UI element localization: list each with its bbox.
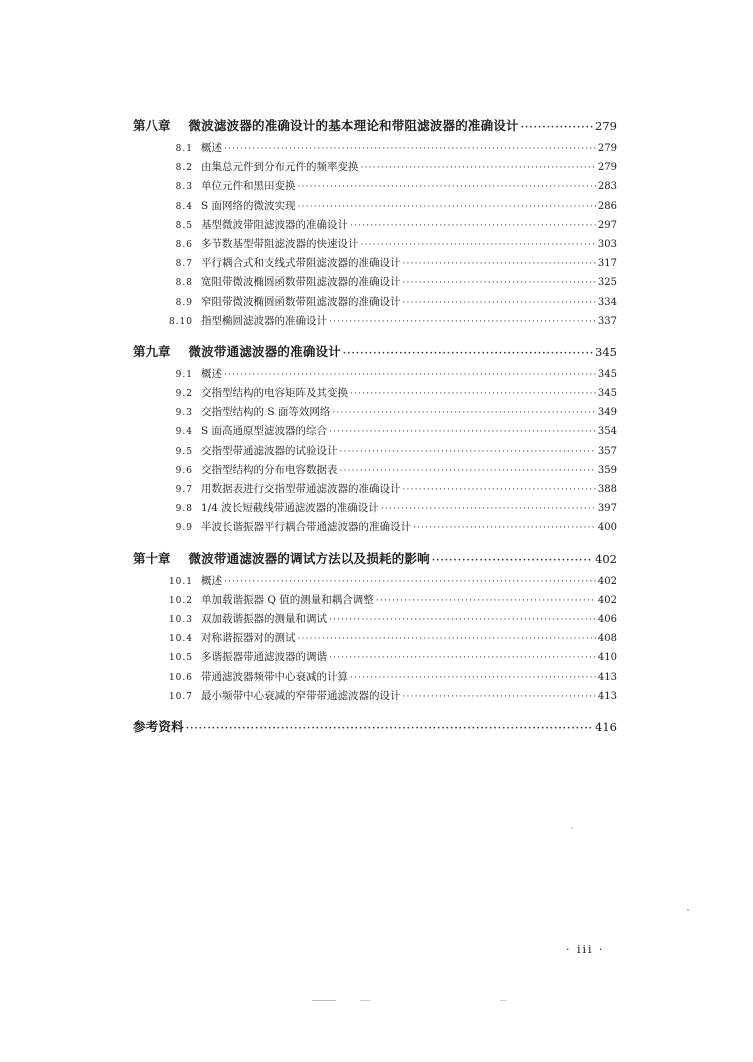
- toc-entry[interactable]: [133, 611, 617, 630]
- dot-leader: [381, 504, 596, 514]
- dot-leader: [340, 447, 596, 457]
- section-number: 10.3: [168, 614, 193, 625]
- dot-leader: [403, 692, 596, 702]
- dot-leader: [329, 615, 596, 625]
- toc-entry[interactable]: [133, 404, 617, 423]
- section-number: 8.2: [175, 163, 193, 174]
- section-title: 对称谐振器对的测试: [201, 632, 296, 645]
- toc-entry[interactable]: [133, 313, 617, 332]
- section-page: 334: [597, 296, 617, 308]
- dot-leader: [329, 653, 596, 663]
- section-page: 283: [597, 181, 617, 193]
- dot-leader: [521, 123, 593, 133]
- section-page: 345: [597, 368, 617, 380]
- toc-entry[interactable]: [133, 481, 617, 500]
- references-title: 参考资料: [133, 718, 184, 734]
- dot-leader: [376, 596, 596, 606]
- dot-leader: [298, 634, 596, 644]
- section-title: 宽阻带微波椭圆函数带阻滤波器的准确设计: [201, 276, 401, 289]
- section-title: 单位元件和黑田变换: [201, 180, 296, 193]
- section-page: 325: [597, 277, 617, 289]
- section-title: 交指型结构的分布电容数据表: [201, 463, 338, 476]
- toc-entry[interactable]: [133, 669, 617, 688]
- chapter-9-entry[interactable]: [133, 342, 617, 360]
- section-number: 8.6: [175, 239, 193, 250]
- dot-leader: [403, 485, 596, 495]
- section-title: 由集总元件到分布元件的频率变换: [201, 161, 359, 174]
- toc-entry[interactable]: [133, 294, 617, 313]
- table-of-contents: [133, 116, 617, 741]
- section-page: 408: [597, 633, 617, 645]
- section-title: 平行耦合式和支线式带阻滤波器的准确设计: [201, 257, 401, 270]
- toc-entry[interactable]: [133, 688, 617, 707]
- dot-leader: [350, 221, 596, 231]
- section-page: 413: [597, 671, 617, 683]
- section-number: 8.7: [175, 259, 193, 270]
- dot-leader: [403, 278, 596, 288]
- chapter-title: 微波带通滤波器的准确设计: [188, 343, 341, 359]
- section-page: 317: [597, 258, 617, 270]
- toc-entry[interactable]: [133, 274, 617, 293]
- section-number: 10.1: [168, 576, 193, 587]
- section-title: 半波长谐振器平行耦合带通滤波器的准确设计: [201, 521, 411, 534]
- section-title: 交指型结构的电容矩阵及其变换: [201, 387, 348, 400]
- dot-leader: [224, 370, 596, 380]
- section-title: 交指型结构的 S 面等效网络: [201, 406, 331, 419]
- dot-leader: [413, 523, 596, 533]
- chapter-page: 279: [595, 119, 617, 133]
- dot-leader: [403, 298, 596, 308]
- dot-leader: [361, 240, 596, 250]
- section-page: 406: [597, 613, 617, 625]
- section-number: 8.3: [175, 182, 193, 193]
- section-page: 357: [597, 445, 617, 457]
- section-number: 9.2: [175, 389, 193, 400]
- section-title: 概述: [201, 574, 222, 587]
- section-number: 8.10: [168, 316, 193, 327]
- section-page: 286: [597, 200, 617, 212]
- dot-leader: [350, 389, 596, 399]
- section-page: 402: [597, 594, 617, 606]
- section-number: 8.8: [175, 278, 193, 289]
- chapter-number: 第八章: [133, 118, 171, 133]
- dot-leader: [224, 577, 596, 587]
- section-number: 10.5: [168, 653, 193, 664]
- toc-entry[interactable]: [133, 462, 617, 481]
- section-title: 双加载谐振器的测量和调试: [201, 612, 327, 625]
- section-title: 概述: [201, 142, 222, 154]
- section-title: S 面网络的微波实现: [201, 199, 296, 212]
- section-page: 345: [597, 388, 617, 400]
- chapter-page: 402: [595, 551, 617, 566]
- dot-leader: [329, 427, 596, 437]
- chapter-number: 第十章: [133, 550, 171, 566]
- toc-entry[interactable]: [133, 649, 617, 668]
- dot-leader: [343, 349, 593, 359]
- chapter-title: 微波带通滤波器的调试方法以及损耗的影响: [188, 550, 430, 566]
- dot-leader: [329, 317, 596, 327]
- toc-entry[interactable]: [133, 630, 617, 649]
- section-page: 279: [597, 162, 617, 174]
- section-title: 最小频带中心衰减的窄带带通滤波器的设计: [201, 689, 401, 702]
- toc-entry[interactable]: [133, 423, 617, 442]
- section-title: 指型椭圆滤波器的准确设计: [201, 314, 327, 327]
- toc-entry[interactable]: [133, 519, 617, 538]
- toc-entry[interactable]: [133, 198, 617, 217]
- section-title: 1/4 波长短截线带通滤波器的准确设计: [201, 502, 379, 515]
- toc-entry[interactable]: [133, 500, 617, 519]
- section-number: 9.7: [175, 485, 193, 495]
- references-page: 416: [595, 719, 617, 734]
- toc-entry[interactable]: [133, 385, 617, 404]
- section-title: 带通滤波器频带中心衰减的计算: [201, 670, 348, 683]
- toc-entry[interactable]: [133, 236, 617, 255]
- section-number: 9.1: [175, 369, 193, 380]
- chapter-number: 第九章: [133, 343, 171, 359]
- section-title: 概述: [201, 367, 222, 380]
- section-title: 多节数基型带阻滤波器的快速设计: [201, 237, 359, 250]
- toc-entry[interactable]: [133, 217, 617, 236]
- dot-leader: [186, 724, 593, 734]
- toc-entry[interactable]: [133, 443, 617, 462]
- page-number: · iii ·: [566, 943, 605, 956]
- section-number: 9.4: [175, 427, 193, 438]
- section-page: 279: [597, 143, 617, 154]
- references-entry[interactable]: [133, 717, 617, 735]
- dot-leader: [340, 466, 596, 476]
- dot-leader: [332, 408, 596, 418]
- section-page: 354: [597, 426, 617, 438]
- dot-leader: [298, 202, 596, 212]
- chapter-title: 微波滤波器的准确设计的基本理论和带阻滤波器的准确设计: [188, 118, 519, 133]
- section-page: 337: [597, 315, 617, 327]
- section-page: 400: [597, 522, 617, 534]
- dot-leader: [403, 259, 596, 269]
- chapter-page: 345: [595, 344, 617, 359]
- section-number: 9.9: [175, 523, 193, 534]
- section-number: 8.1: [175, 144, 193, 154]
- toc-entry[interactable]: [133, 178, 617, 197]
- toc-entry[interactable]: [133, 159, 617, 178]
- toc-entry[interactable]: [133, 140, 617, 159]
- section-title: 用数据表进行交指型带通滤波器的准确设计: [201, 483, 401, 495]
- dot-leader: [298, 182, 596, 192]
- section-title: 单加载谐振器 Q 值的测量和耦合调整: [201, 593, 374, 606]
- section-number: 10.6: [168, 672, 193, 683]
- section-page: 349: [597, 407, 617, 419]
- dot-leader: [350, 673, 596, 683]
- section-title: 窄阻带微波椭圆函数带阻滤波器的准确设计: [201, 295, 401, 308]
- section-number: 10.2: [168, 595, 193, 606]
- dot-leader: [224, 144, 596, 154]
- section-title: 多谐振器带通滤波器的调谐: [201, 651, 327, 664]
- section-page: 413: [597, 690, 617, 702]
- section-number: 9.5: [175, 446, 193, 457]
- section-title: S 面高通原型滤波器的综合: [201, 425, 328, 438]
- toc-entry[interactable]: [133, 366, 617, 385]
- dot-leader: [361, 163, 596, 173]
- section-page: 359: [597, 464, 617, 476]
- section-page: 410: [597, 652, 617, 664]
- section-number: 9.3: [175, 408, 193, 419]
- section-number: 9.6: [175, 465, 193, 476]
- section-page: 297: [597, 219, 617, 231]
- section-page: 397: [597, 503, 617, 515]
- section-number: 10.4: [168, 634, 193, 645]
- section-title: 基型微波带阻滤波器的准确设计: [201, 218, 348, 231]
- section-number: 8.9: [175, 297, 193, 308]
- toc-entry[interactable]: [133, 255, 617, 274]
- section-page: 388: [597, 484, 617, 495]
- section-number: 8.5: [175, 220, 193, 231]
- toc-entry[interactable]: [133, 592, 617, 611]
- section-title: 交指型带通滤波器的试验设计: [201, 444, 338, 457]
- chapter-10-entry[interactable]: [133, 549, 617, 567]
- section-number: 9.8: [175, 504, 193, 515]
- dot-leader: [432, 556, 593, 566]
- section-page: 402: [597, 575, 617, 587]
- section-page: 303: [597, 238, 617, 250]
- section-number: 8.4: [175, 201, 193, 212]
- chapter-8-entry[interactable]: [133, 116, 617, 134]
- toc-entry[interactable]: [133, 573, 617, 592]
- section-number: 10.7: [168, 691, 193, 702]
